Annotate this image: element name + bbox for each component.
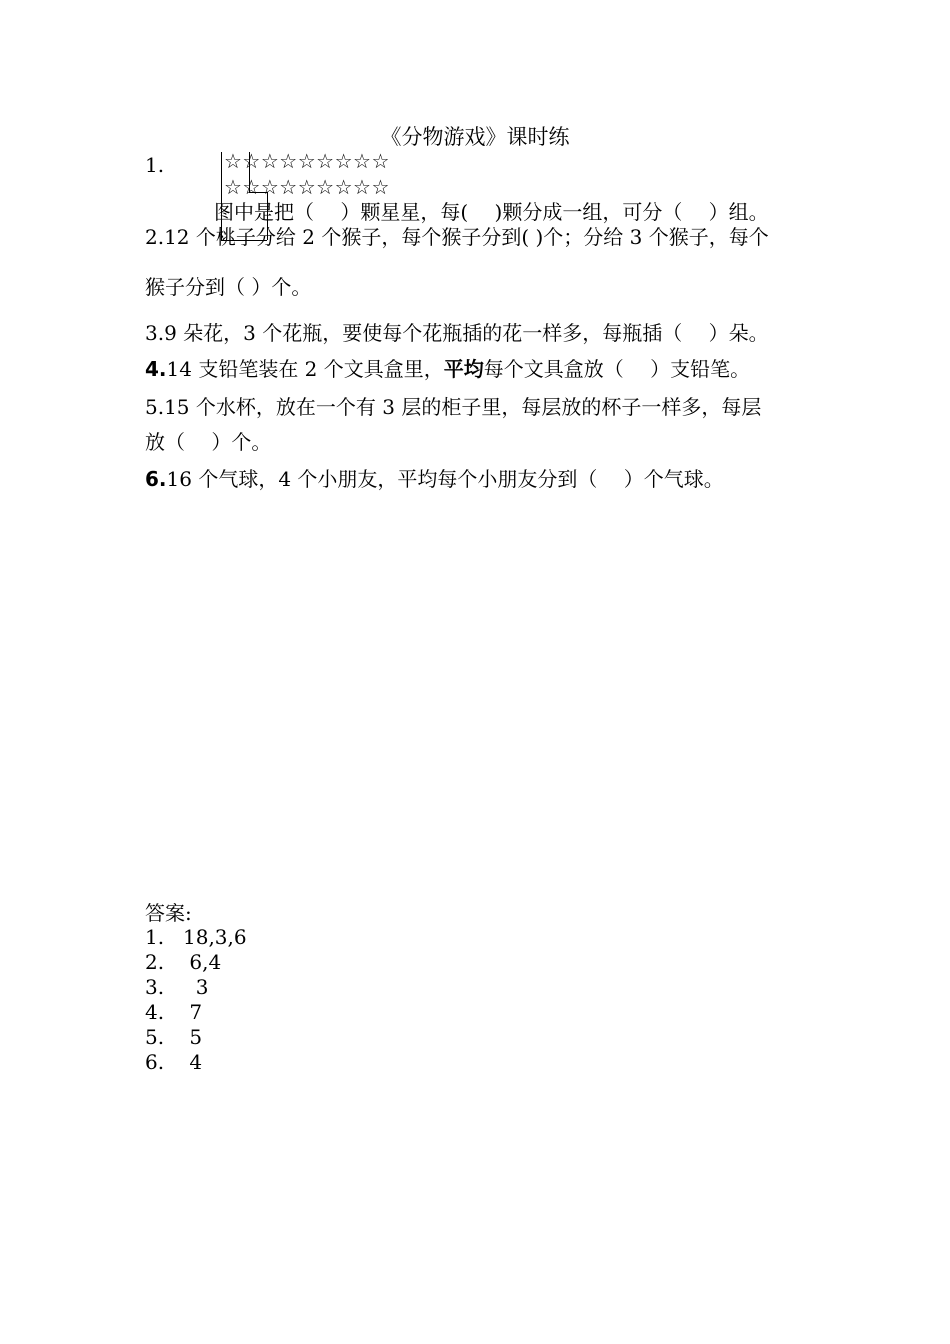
- answer-value: 4: [183, 1050, 203, 1074]
- q1-text: 图中是把（ ）颗星星，每( )颗分成一组，可分（ ）组。: [214, 200, 769, 224]
- q2-line-1: 2.12 个桃子分给 2 个猴子，每个猴子分到( )个；分给 3 个猴子，每个: [145, 225, 769, 249]
- answer-item: [145, 950, 221, 975]
- answer-number: 5.: [145, 1025, 165, 1049]
- answer-number: 3.: [145, 975, 165, 999]
- answer-number: 2.: [145, 950, 165, 974]
- page-title: 《分物游戏》课时练: [380, 125, 570, 149]
- answer-value: 3: [183, 975, 209, 999]
- q4-bold-word: 平均: [443, 357, 484, 381]
- group-line-2: [249, 152, 250, 192]
- answer-value: 7: [183, 1000, 203, 1024]
- answer-item: [145, 975, 208, 1000]
- answer-number: 1.: [145, 925, 165, 949]
- q4-part-2: 每个文具盒放（ ）支铅笔。: [483, 357, 751, 381]
- stars-row-1: ☆☆☆☆☆☆☆☆☆: [224, 149, 390, 173]
- q5-line-1: 5.15 个水杯，放在一个有 3 层的柜子里，每层放的杯子一样多，每层: [145, 395, 762, 419]
- answer-value: 18,3,6: [183, 925, 247, 949]
- answer-item: [145, 1000, 202, 1025]
- answer-value: 6,4: [183, 950, 222, 974]
- q6-line: [145, 465, 724, 493]
- answer-number: 4.: [145, 1000, 165, 1024]
- q4-line: [145, 355, 750, 383]
- q2-line-2: 猴子分到（ ）个。: [145, 275, 312, 299]
- answer-number: 6.: [145, 1050, 165, 1074]
- answer-item: [145, 1050, 202, 1075]
- stars-row-2: ☆☆☆☆☆☆☆☆☆: [224, 175, 390, 199]
- q6-number: 6.: [145, 467, 167, 491]
- q5-line-2: 放（ ）个。: [145, 430, 272, 454]
- group-line-3: [249, 192, 267, 193]
- q6-text: 16 个气球，4 个小朋友，平均每个小朋友分到（ ）个气球。: [166, 467, 724, 491]
- answers-title: 答案:: [145, 901, 192, 925]
- answer-item: [145, 1025, 202, 1050]
- q1-number: 1.: [145, 153, 165, 177]
- answer-item: [145, 925, 247, 950]
- answer-value: 5: [183, 1025, 203, 1049]
- q3-text: 3.9 朵花，3 个花瓶，要使每个花瓶插的花一样多，每瓶插（ ）朵。: [145, 321, 769, 345]
- q4-number: 4.: [145, 357, 167, 381]
- q4-part-1: 14 支铅笔装在 2 个文具盒里，: [166, 357, 444, 381]
